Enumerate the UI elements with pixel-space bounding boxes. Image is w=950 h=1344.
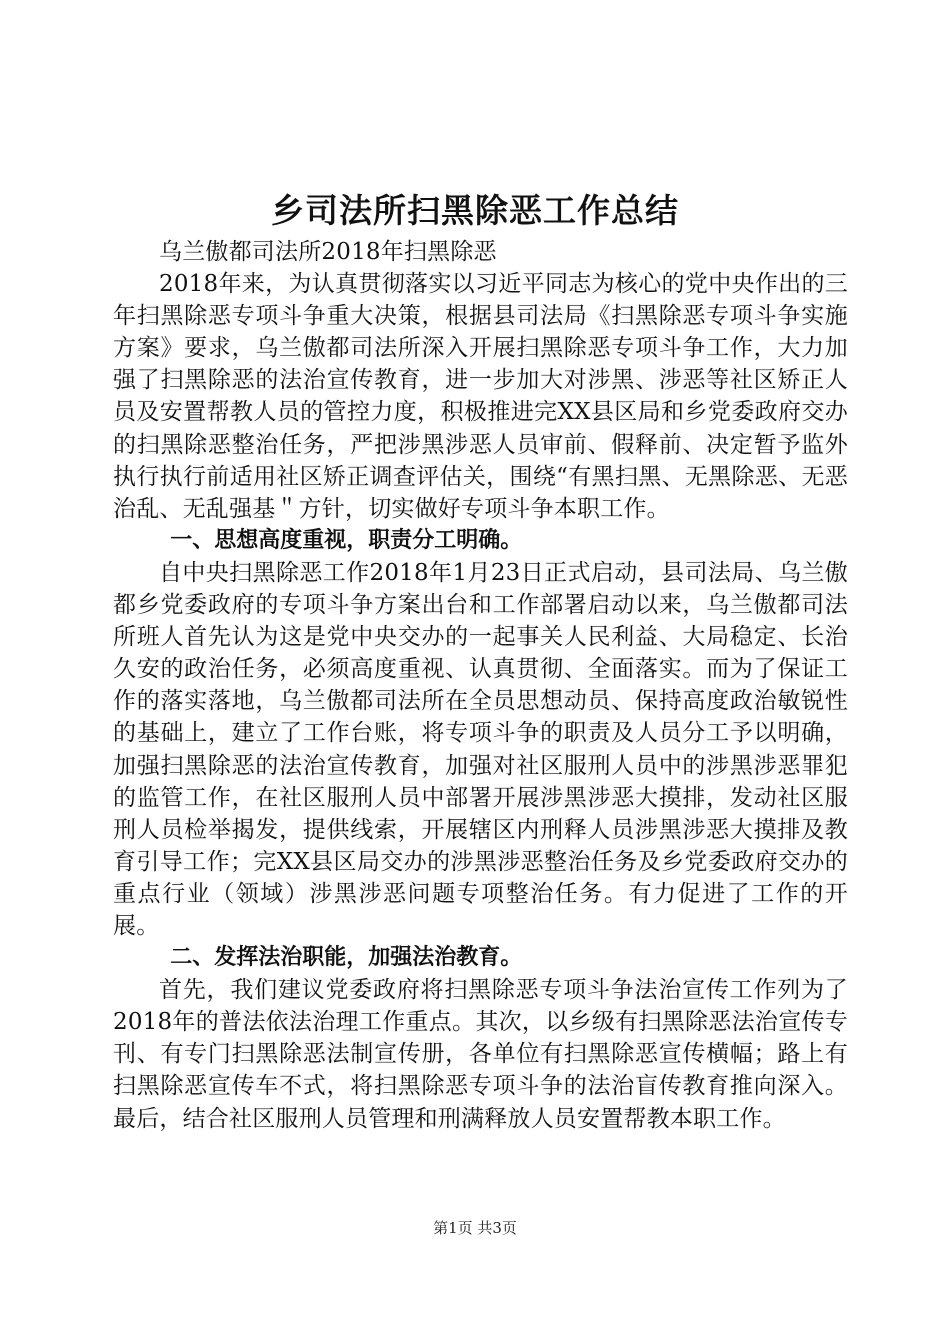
section-heading: 一、思想高度重视，职责分工明确。: [170, 527, 523, 553]
body-paragraph: 2018年来，为认真贯彻落实以习近平同志为核心的党中央作出的三年扫黑除恶专项斗争重大决策，根据县司法局《扫黑除恶专项斗争实施方案》要求，乌兰傲都司法所深入开展扫黑除恶专项斗争工作，大力加强了扫黑除恶的法治宣传教育，进一步加大对涉黑、涉恶等社区矫正人员及安置帮教人员的管控力度，积极推进完XX县区局和乡党委政府交办的扫黑除恶整治任务，严把涉黑涉恶人员审前、假释前、决定暂予监外执行执行前适用社区矫正调查评估关，围绕“有黑扫黑、无黑除恶、无恶治乱、无乱强基＂方针，切实做好专项斗争本职工作。: [113, 271, 848, 522]
document-title: 乡司法所扫黑除恶工作总结: [271, 191, 679, 230]
page-number-footer: 第1页 共3页: [433, 1219, 517, 1237]
body-paragraph: 自中央扫黑除恶工作2018年1月23日正式启动，县司法局、乌兰傲都乡党委政府的专项斗争方案出台和工作部署启动以来，乌兰傲都司法所班人首先认为这是党中央交办的一起事关人民利益、大局稳定、长治久安的政治任务，必须高度重视、认真贯彻、全面落实。而为了保证工作的落实落地，乌兰傲都司法所在全员思想动员、保持高度政治敏锐性的基础上，建立了工作台账，将专项斗争的职责及人员分工予以明确，加强扫黑除恶的法治宣传教育，加强对社区服刑人员中的涉黑涉恶罪犯的监管工作，在社区服刑人员中部署开展涉黑涉恶大摸排，发动社区服刑人员检举揭发，提供线索，开展辖区内刑释人员涉黑涉恶大摸排及教育引导工作；完XX县区局交办的涉黑涉恶整治任务及乡党委政府交办的重点行业（领域）涉黑涉恶问题专项整治任务。有力促进了工作的开展。: [113, 559, 848, 939]
body-paragraph: 首先，我们建议党委政府将扫黑除恶专项斗争法治宣传工作列为了2018年的普法依法治理工作重点。其次，以乡级有扫黑除恶法治宣传专刊、有专门扫黑除恶法制宣传册，各单位有扫黑除恶宣传横幅；路上有扫黑除恶宣传车不式，将扫黑除恶专项斗争的法治盲传教育推向深入。最后，结合社区服刑人员管理和刑满释放人员安置帮教本职工作。: [113, 977, 848, 1132]
section-heading: 二、发挥法治职能，加强法治教育。: [170, 945, 523, 971]
document-body: [113, 236, 848, 1135]
body-paragraph: 乌兰傲都司法所2018年扫黑除恶: [159, 239, 497, 265]
